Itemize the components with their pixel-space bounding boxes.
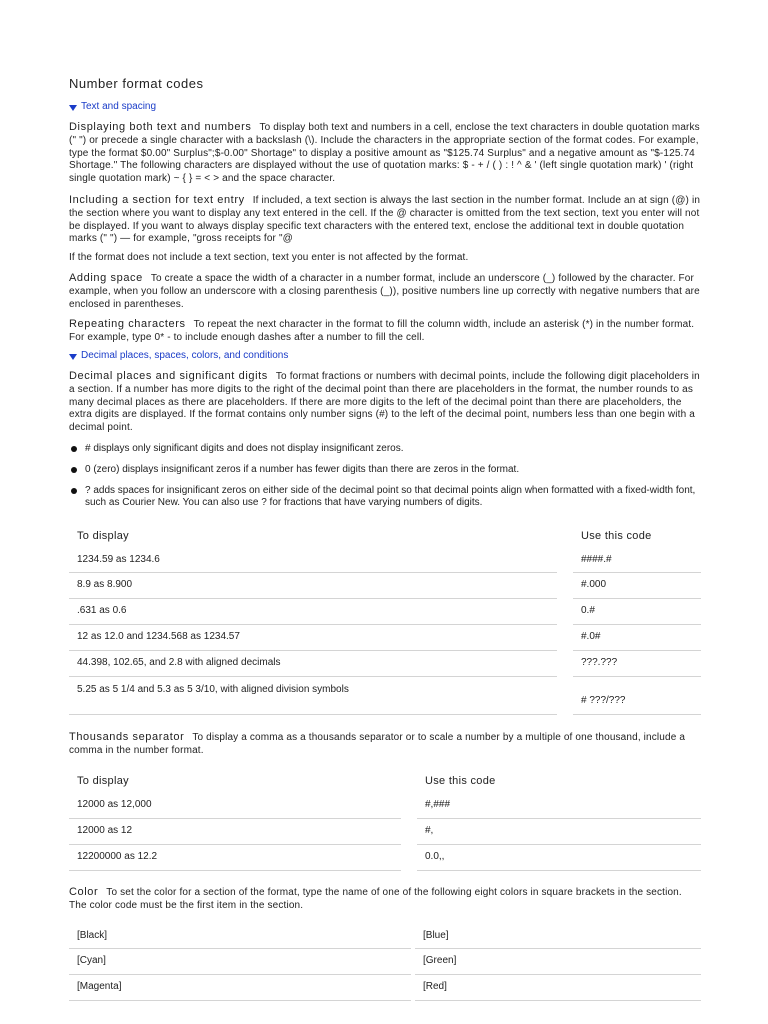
table-cell: ####.#	[573, 548, 701, 573]
table-row	[69, 677, 701, 715]
paragraph-adding-space	[69, 272, 701, 311]
paragraph-lead: Displaying both text and numbers	[69, 121, 252, 133]
section-toggle-label: Text and spacing	[81, 101, 157, 112]
paragraph-lead: Repeating characters	[69, 318, 186, 330]
paragraph-lead: Decimal places and significant digits	[69, 370, 268, 382]
table-row	[69, 845, 701, 871]
color-codes-table	[69, 924, 701, 1001]
paragraph-decimal-places	[69, 370, 701, 435]
triangle-down-icon	[69, 105, 77, 111]
table-cell: ???.???	[573, 651, 701, 677]
table-cell: 12000 as 12,000	[69, 793, 401, 819]
table-row	[69, 949, 701, 975]
table-header-row	[69, 524, 701, 548]
page-title: Number format codes	[69, 76, 204, 91]
paragraph-body: To display both text and numbers in a cell, enclose the text characters in double quotation marks (" ") or precede a single character with a backslash (\). Include the characters in the appropriate section of the format codes. For example, type the format $0.00" Surplus";$-0.00" Shortage" to display a positive amount as "$125.74 Surplus" and a negative amount as "$-125.74 Shortage." The following characters are displayed without the use of quotation marks: $ - + / ( ) : ! ^ & ' (left single quotation mark) ' (right single quotation mark) ~ { } = < > and the space character.	[69, 122, 700, 185]
table-header-row	[69, 769, 701, 793]
table-cell: [Blue]	[415, 924, 701, 949]
table-row	[69, 548, 701, 573]
paragraph-body: If included, a text section is always the last section in the number format. Include an at sign (@) in the section where you want to display any text entered in the cell. If the @ character is omitted from the text section, text you enter will not be displayed. If you want to always display specific text characters with the entered text, enclose the additional text in double quotation marks (" ") — for example, "gross receipts for "@	[69, 195, 701, 245]
table-cell: 44.398, 102.65, and 2.8 with aligned decimals	[69, 651, 557, 677]
list-item: # displays only significant digits and does not display insignificant zeros.	[69, 443, 701, 456]
table-cell: 12 as 12.0 and 1234.568 as 1234.57	[69, 625, 557, 651]
table-row	[69, 573, 701, 599]
table-cell: .631 as 0.6	[69, 599, 557, 625]
table-cell: 5.25 as 5 1/4 and 5.3 as 5 3/10, with aligned division symbols	[69, 677, 557, 715]
section-toggle-text-spacing[interactable]	[69, 101, 156, 114]
paragraph-body: To repeat the next character in the format to fill the column width, include an asterisk (*) in the number format. For example, type 0* - to include enough dashes after a number to fill the cell.	[69, 319, 695, 343]
table-cell: #.0#	[573, 625, 701, 651]
table-cell: [Magenta]	[69, 975, 411, 1001]
table-row	[69, 599, 701, 625]
decimal-format-table	[69, 524, 701, 715]
table-header: To display	[77, 529, 129, 542]
triangle-down-icon	[69, 354, 77, 360]
table-cell: [Red]	[415, 975, 701, 1001]
paragraph-lead: Thousands separator	[69, 731, 185, 743]
paragraph-lead: Color	[69, 886, 99, 898]
table-header: To display	[77, 774, 129, 787]
table-header: Use this code	[581, 529, 652, 542]
section-toggle-decimal[interactable]	[69, 350, 288, 363]
section-toggle-label: Decimal places, spaces, colors, and conditions	[81, 350, 289, 361]
list-item: 0 (zero) displays insignificant zeros if a number has fewer digits than there are zeros in the format.	[69, 464, 701, 477]
paragraph-color	[69, 886, 701, 913]
bullet-icon	[71, 446, 77, 452]
table-cell: #,###	[417, 793, 701, 819]
table-cell: #,	[417, 819, 701, 845]
paragraph-text-note: If the format does not include a text section, text you enter is not affected by the format.	[69, 252, 469, 263]
table-row	[69, 651, 701, 677]
table-row	[69, 975, 701, 1001]
table-row	[69, 924, 701, 949]
table-cell: 0.#	[573, 599, 701, 625]
table-cell: [Cyan]	[69, 949, 411, 975]
paragraph-lead: Adding space	[69, 272, 143, 284]
table-cell: 1234.59 as 1234.6	[69, 548, 557, 573]
bullet-icon	[71, 488, 77, 494]
paragraph-text-entry	[69, 194, 701, 246]
paragraph-repeating-characters	[69, 318, 701, 345]
table-cell: 8.9 as 8.900	[69, 573, 557, 599]
table-cell: [Black]	[69, 924, 411, 949]
paragraph-body: To create a space the width of a character in a number format, include an underscore (_) followed by the character. For example, when you follow an underscore with a closing parenthesis (_)), positive numbers line up correctly with negative numbers that are enclosed in parentheses.	[69, 273, 700, 310]
table-cell: 12000 as 12	[69, 819, 401, 845]
paragraph-body: To format fractions or numbers with decimal points, include the following digit placeholders in a section. If a number has more digits to the right of the decimal point than there are placeholders in the format, the number rounds to as many decimal places as there are placeholders. If there are more digits to the left of the decimal point than there are placeholders, the extra digits are displayed. If the format contains only number signs (#) to the left of the decimal point, numbers less than one begin with a decimal point.	[69, 371, 700, 434]
paragraph-body: To set the color for a section of the format, type the name of one of the following eight colors in square brackets in the section. The color code must be the first item in the section.	[69, 887, 682, 911]
bullet-icon	[71, 467, 77, 473]
list-item: ? adds spaces for insignificant zeros on either side of the decimal point so that decimal points align when formatted with a fixed-width font, such as Courier New. You can also use ? for fractions that have varying numbers of digits.	[69, 485, 701, 511]
paragraph-lead: Including a section for text entry	[69, 194, 245, 206]
table-cell: # ???/???	[573, 677, 701, 715]
table-header: Use this code	[425, 774, 496, 787]
paragraph-text-and-numbers	[69, 121, 701, 186]
digit-placeholder-list	[69, 443, 701, 510]
table-cell: 0.0,,	[417, 845, 701, 871]
paragraph-thousands-separator	[69, 731, 701, 758]
table-cell: [Green]	[415, 949, 701, 975]
paragraph-body: To display a comma as a thousands separator or to scale a number by a multiple of one thousand, include a comma in the number format.	[69, 732, 686, 756]
table-row	[69, 793, 701, 819]
table-cell: 12200000 as 12.2	[69, 845, 401, 871]
table-cell: #.000	[573, 573, 701, 599]
thousands-format-table	[69, 769, 701, 871]
table-row	[69, 819, 701, 845]
table-row	[69, 625, 701, 651]
